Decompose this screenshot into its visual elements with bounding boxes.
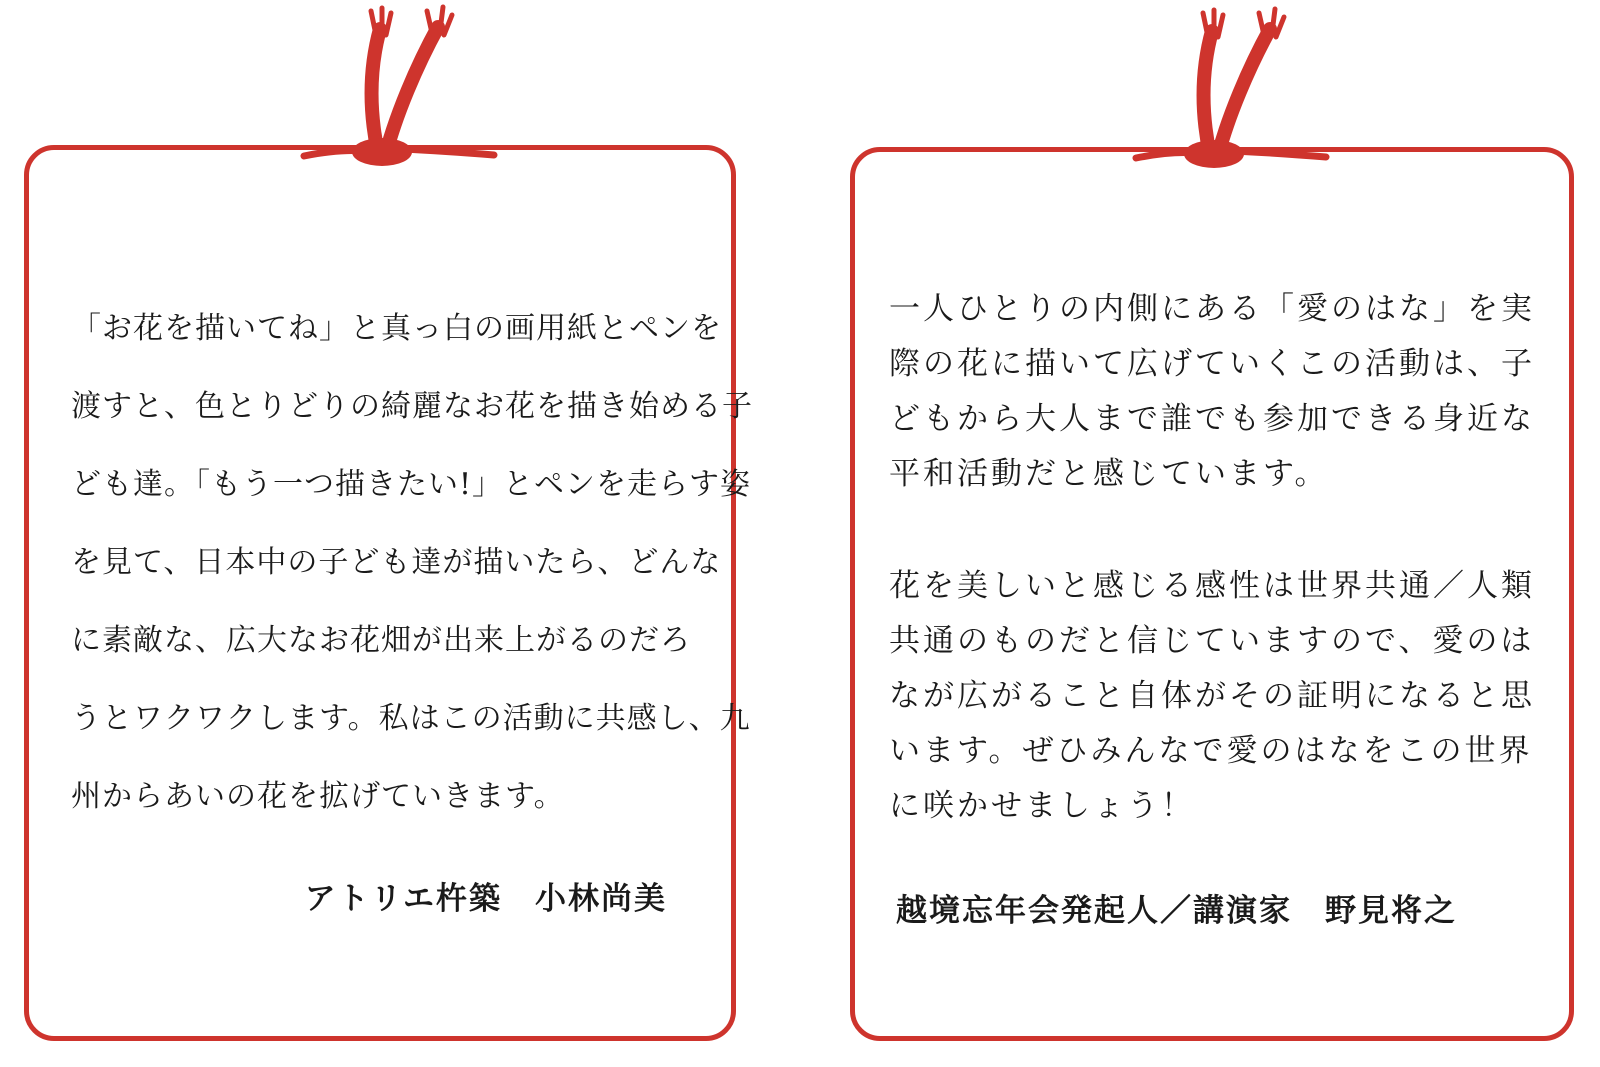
text-line: 州からあいの花を拡げていきます。 bbox=[71, 779, 565, 814]
text-line: 一人ひとりの内側にある「愛のはな」を実 bbox=[889, 291, 1535, 327]
signature-right: 越境忘年会発起人／講演家 野見将之 bbox=[896, 893, 1457, 929]
testimonial-card-left bbox=[24, 145, 753, 1041]
text-line: 「お花を描いてね」と真っ白の画用紙とペンを bbox=[71, 311, 722, 346]
paragraph bbox=[889, 559, 1535, 834]
text-line: なが広がること自体がその証明になると思 bbox=[889, 678, 1535, 714]
text-line: 花を美しいと感じる感性は世界共通／人類 bbox=[889, 568, 1535, 604]
paragraph bbox=[889, 282, 1535, 502]
paragraph bbox=[71, 290, 753, 836]
testimonial-text-left bbox=[29, 150, 753, 920]
text-line: うとワクワクします。私はこの活動に共感し、九 bbox=[71, 701, 751, 736]
red-string-knot-icon bbox=[1126, 5, 1346, 169]
text-line: に咲かせましょう！ bbox=[889, 788, 1195, 824]
testimonial-card-right bbox=[850, 147, 1574, 1041]
text-line: どもから大人まで誰でも参加できる身近な bbox=[889, 401, 1535, 437]
text-line: を見て、日本中の子ども達が描いたら、どんな bbox=[71, 545, 722, 580]
text-line: 平和活動だと感じています。 bbox=[889, 456, 1329, 492]
text-line: います。ぜひみんなで愛のはなをこの世界 bbox=[889, 733, 1533, 769]
testimonial-text-right bbox=[855, 152, 1569, 932]
text-line: ども達。「もう一つ描きたい!」とペンを走らす姿 bbox=[71, 467, 752, 502]
text-line: 際の花に描いて広げていくこの活動は、子 bbox=[889, 346, 1535, 382]
signature-left: アトリエ杵築 小林尚美 bbox=[304, 881, 667, 917]
text-line: 共通のものだと信じていますので、愛のは bbox=[889, 623, 1535, 659]
text-line: 渡すと、色とりどりの綺麗なお花を描き始める子 bbox=[71, 389, 753, 424]
text-line: に素敵な、広大なお花畑が出来上がるのだろ bbox=[71, 623, 691, 658]
red-string-knot-icon bbox=[294, 3, 514, 167]
